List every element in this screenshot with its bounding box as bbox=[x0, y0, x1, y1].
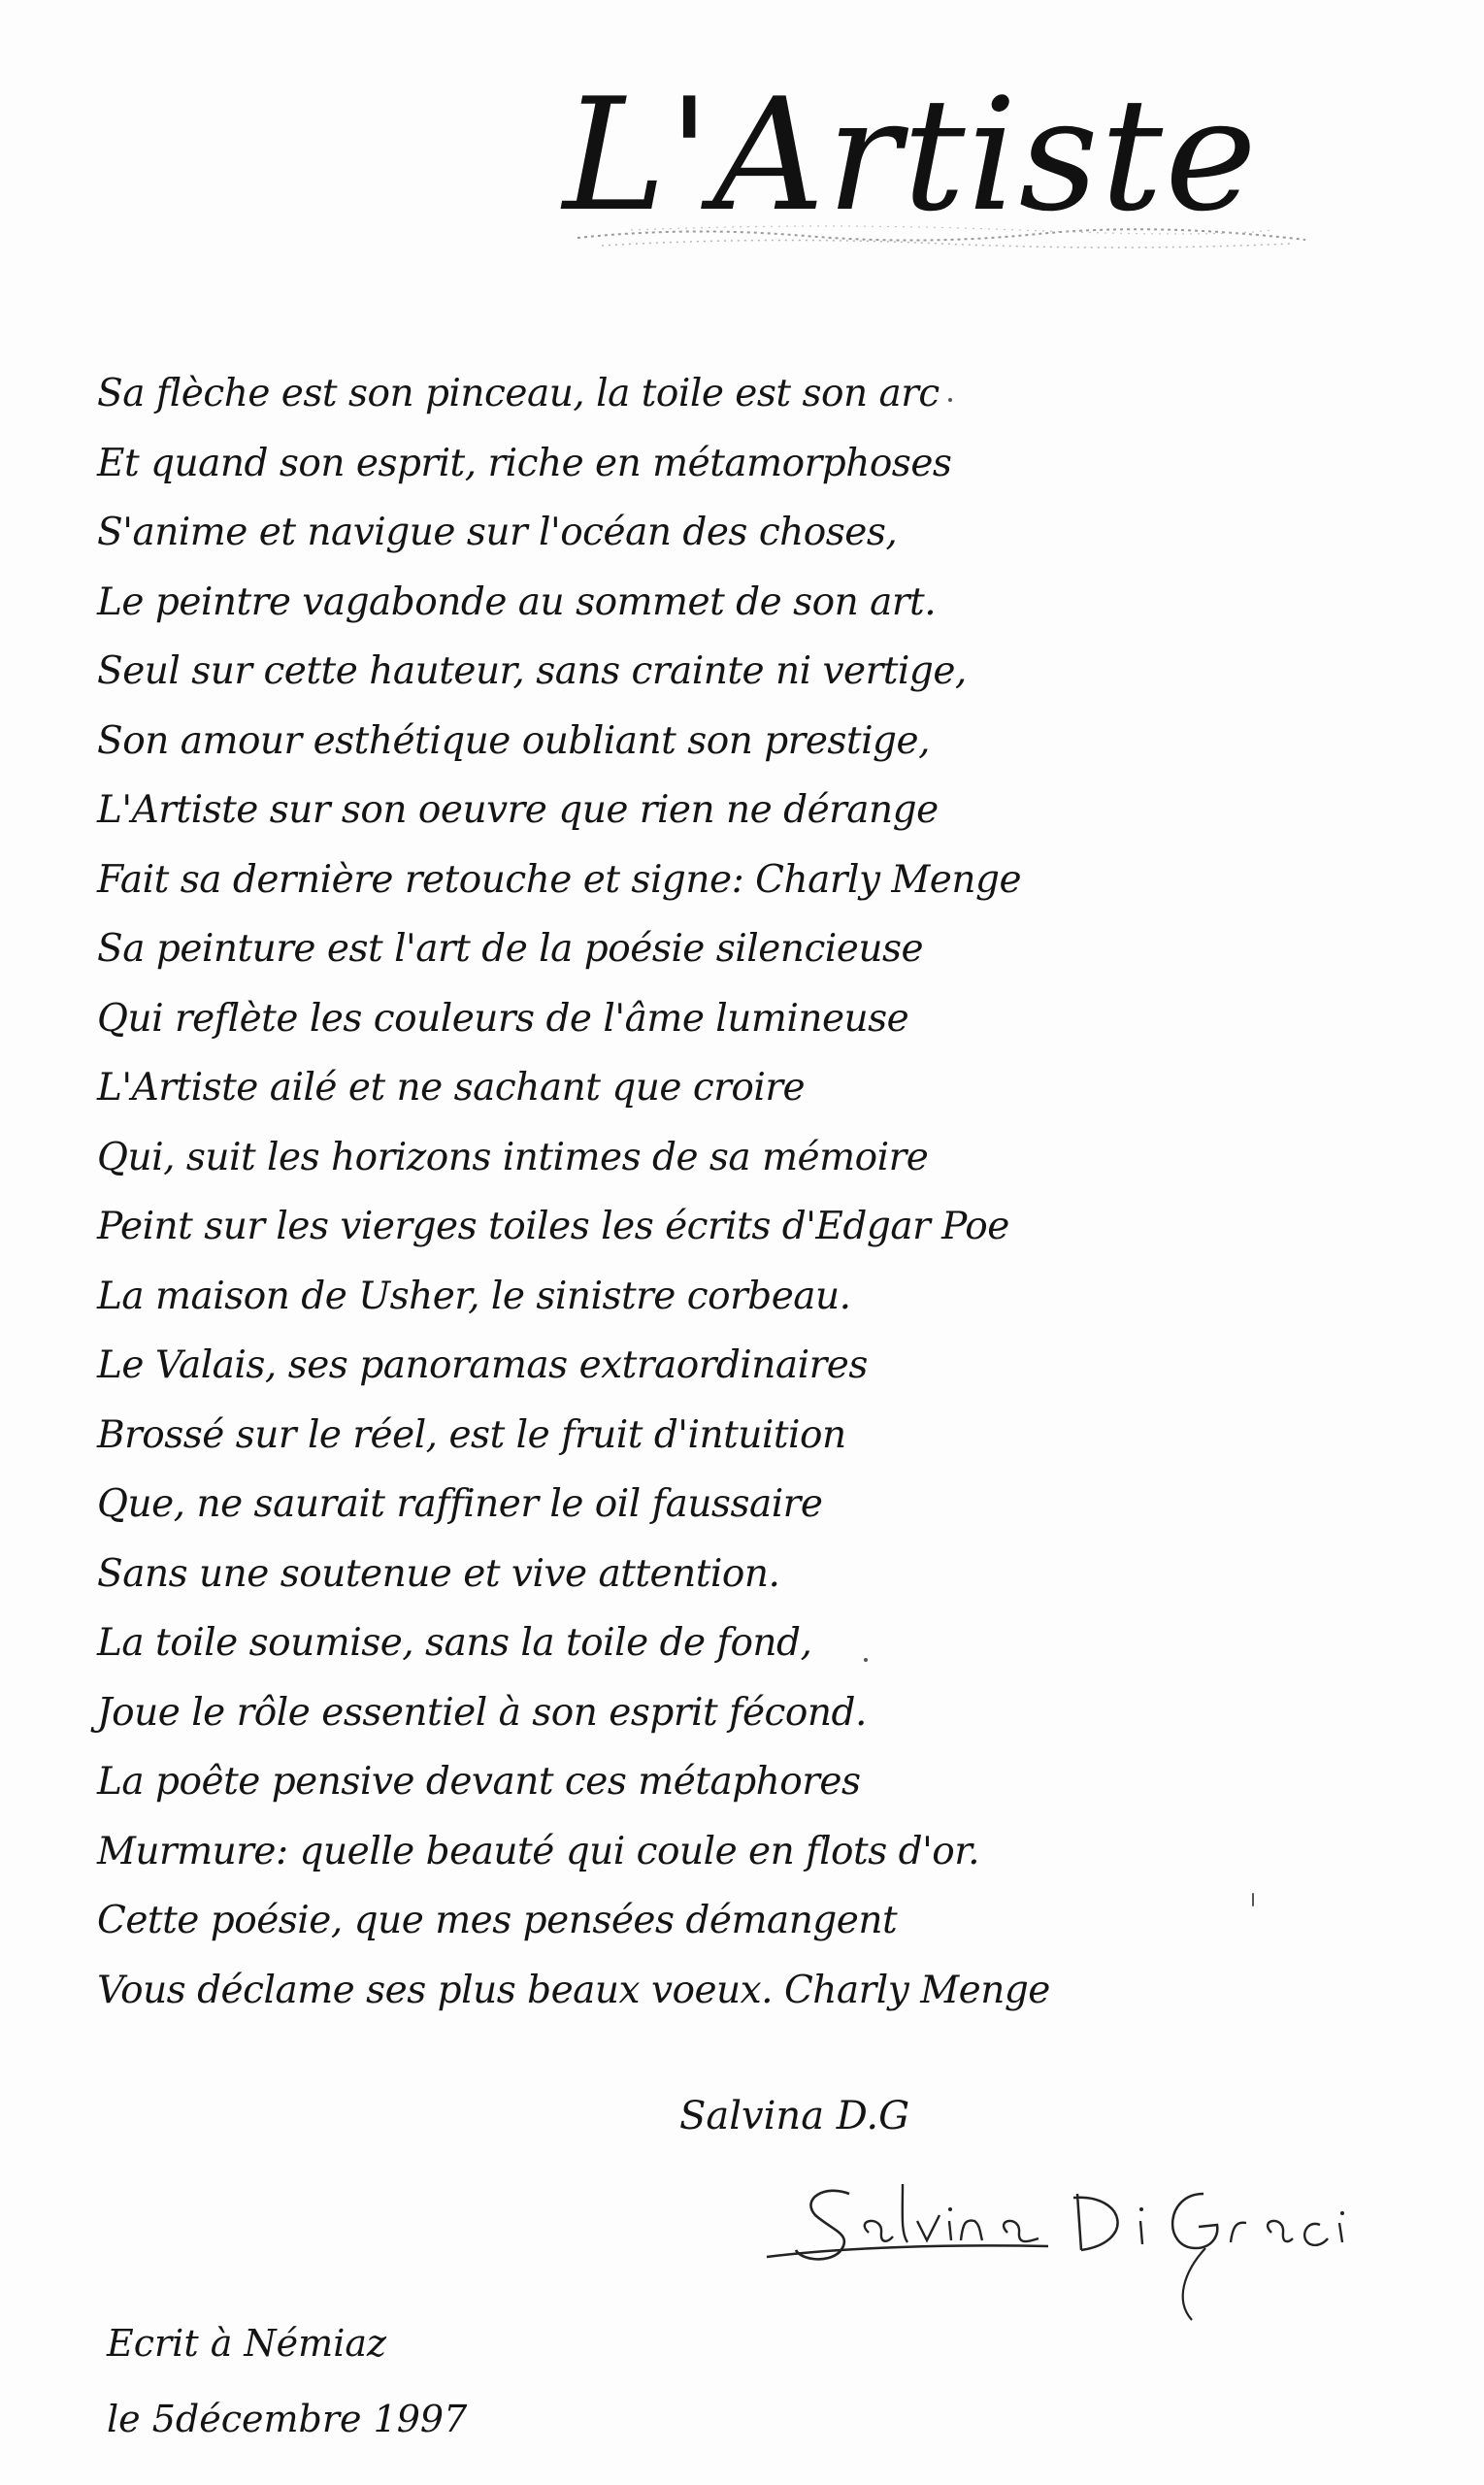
poem-verse: Qui, suit les horizons intimes de sa mémoire bbox=[97, 1135, 929, 1179]
scan-speck bbox=[864, 1658, 868, 1662]
author-line: Salvina D.G bbox=[679, 2094, 910, 2138]
poem-verse: La maison de Usher, le sinistre corbeau. bbox=[97, 1274, 851, 1318]
poem-verse: Vous déclame ses plus beaux voeux. Charly Menge bbox=[97, 1968, 1050, 2012]
poem-body bbox=[97, 359, 1213, 2025]
poem-verse: Sa peinture est l'art de la poésie silencieuse bbox=[97, 927, 924, 971]
poem-verse: Peint sur les vierges toiles les écrits d'Edgar Poe bbox=[97, 1205, 1009, 1248]
poem-verse: Le peintre vagabonde au sommet de son art. bbox=[97, 580, 937, 624]
title-block bbox=[544, 58, 1320, 252]
poem-verse: Seul sur cette hauteur, sans crainte ni vertige, bbox=[97, 649, 967, 693]
poem-verse: S'anime et navigue sur l'océan des choses, bbox=[97, 511, 898, 554]
poem-verse: Cette poésie, que mes pensées démangent bbox=[97, 1899, 898, 1942]
poem-title: L'Artiste bbox=[563, 64, 1259, 246]
poem-verse: Murmure: quelle beauté qui coule en flots d'or. bbox=[97, 1829, 980, 1873]
poem-verse: Brossé sur le réel, est le fruit d'intuition bbox=[97, 1412, 846, 1457]
title-flourish bbox=[573, 218, 1310, 257]
poem-verse: La toile soumise, sans la toile de fond, bbox=[97, 1621, 812, 1665]
poem-verse: Qui reflète les couleurs de l'âme lumineuse bbox=[97, 996, 909, 1041]
poem-verse: Sans une soutenue et vive attention. bbox=[97, 1551, 780, 1596]
poem-verse: Son amour esthétique oubliant son prestige, bbox=[97, 718, 930, 763]
poem-verse: Le Valais, ses panoramas extraordinaires bbox=[97, 1343, 868, 1387]
poem-verse: La poête pensive devant ces métaphores bbox=[97, 1760, 861, 1804]
handwritten-signature bbox=[757, 2155, 1436, 2330]
poem-verse: Sa flèche est son pinceau, la toile est son arc bbox=[97, 372, 940, 415]
date-line: le 5décembre 1997 bbox=[107, 2398, 468, 2440]
scan-speck bbox=[1252, 1893, 1254, 1906]
poem-verse: L'Artiste sur son oeuvre que rien ne dérange bbox=[97, 788, 939, 832]
scan-speck bbox=[948, 398, 952, 402]
poem-verse: Fait sa dernière retouche et signe: Charly Menge bbox=[97, 857, 1022, 902]
poem-verse: Et quand son esprit, riche en métamorphoses bbox=[97, 441, 952, 485]
poem-verse: L'Artiste ailé et ne sachant que croire bbox=[97, 1066, 806, 1110]
place-line: Ecrit à Némiaz bbox=[107, 2322, 387, 2365]
poem-verse: Que, ne saurait raffiner le oil faussaire bbox=[97, 1482, 823, 1526]
poem-verse: Joue le rôle essentiel à son esprit fécond. bbox=[97, 1690, 867, 1735]
footer-block bbox=[107, 2305, 467, 2457]
